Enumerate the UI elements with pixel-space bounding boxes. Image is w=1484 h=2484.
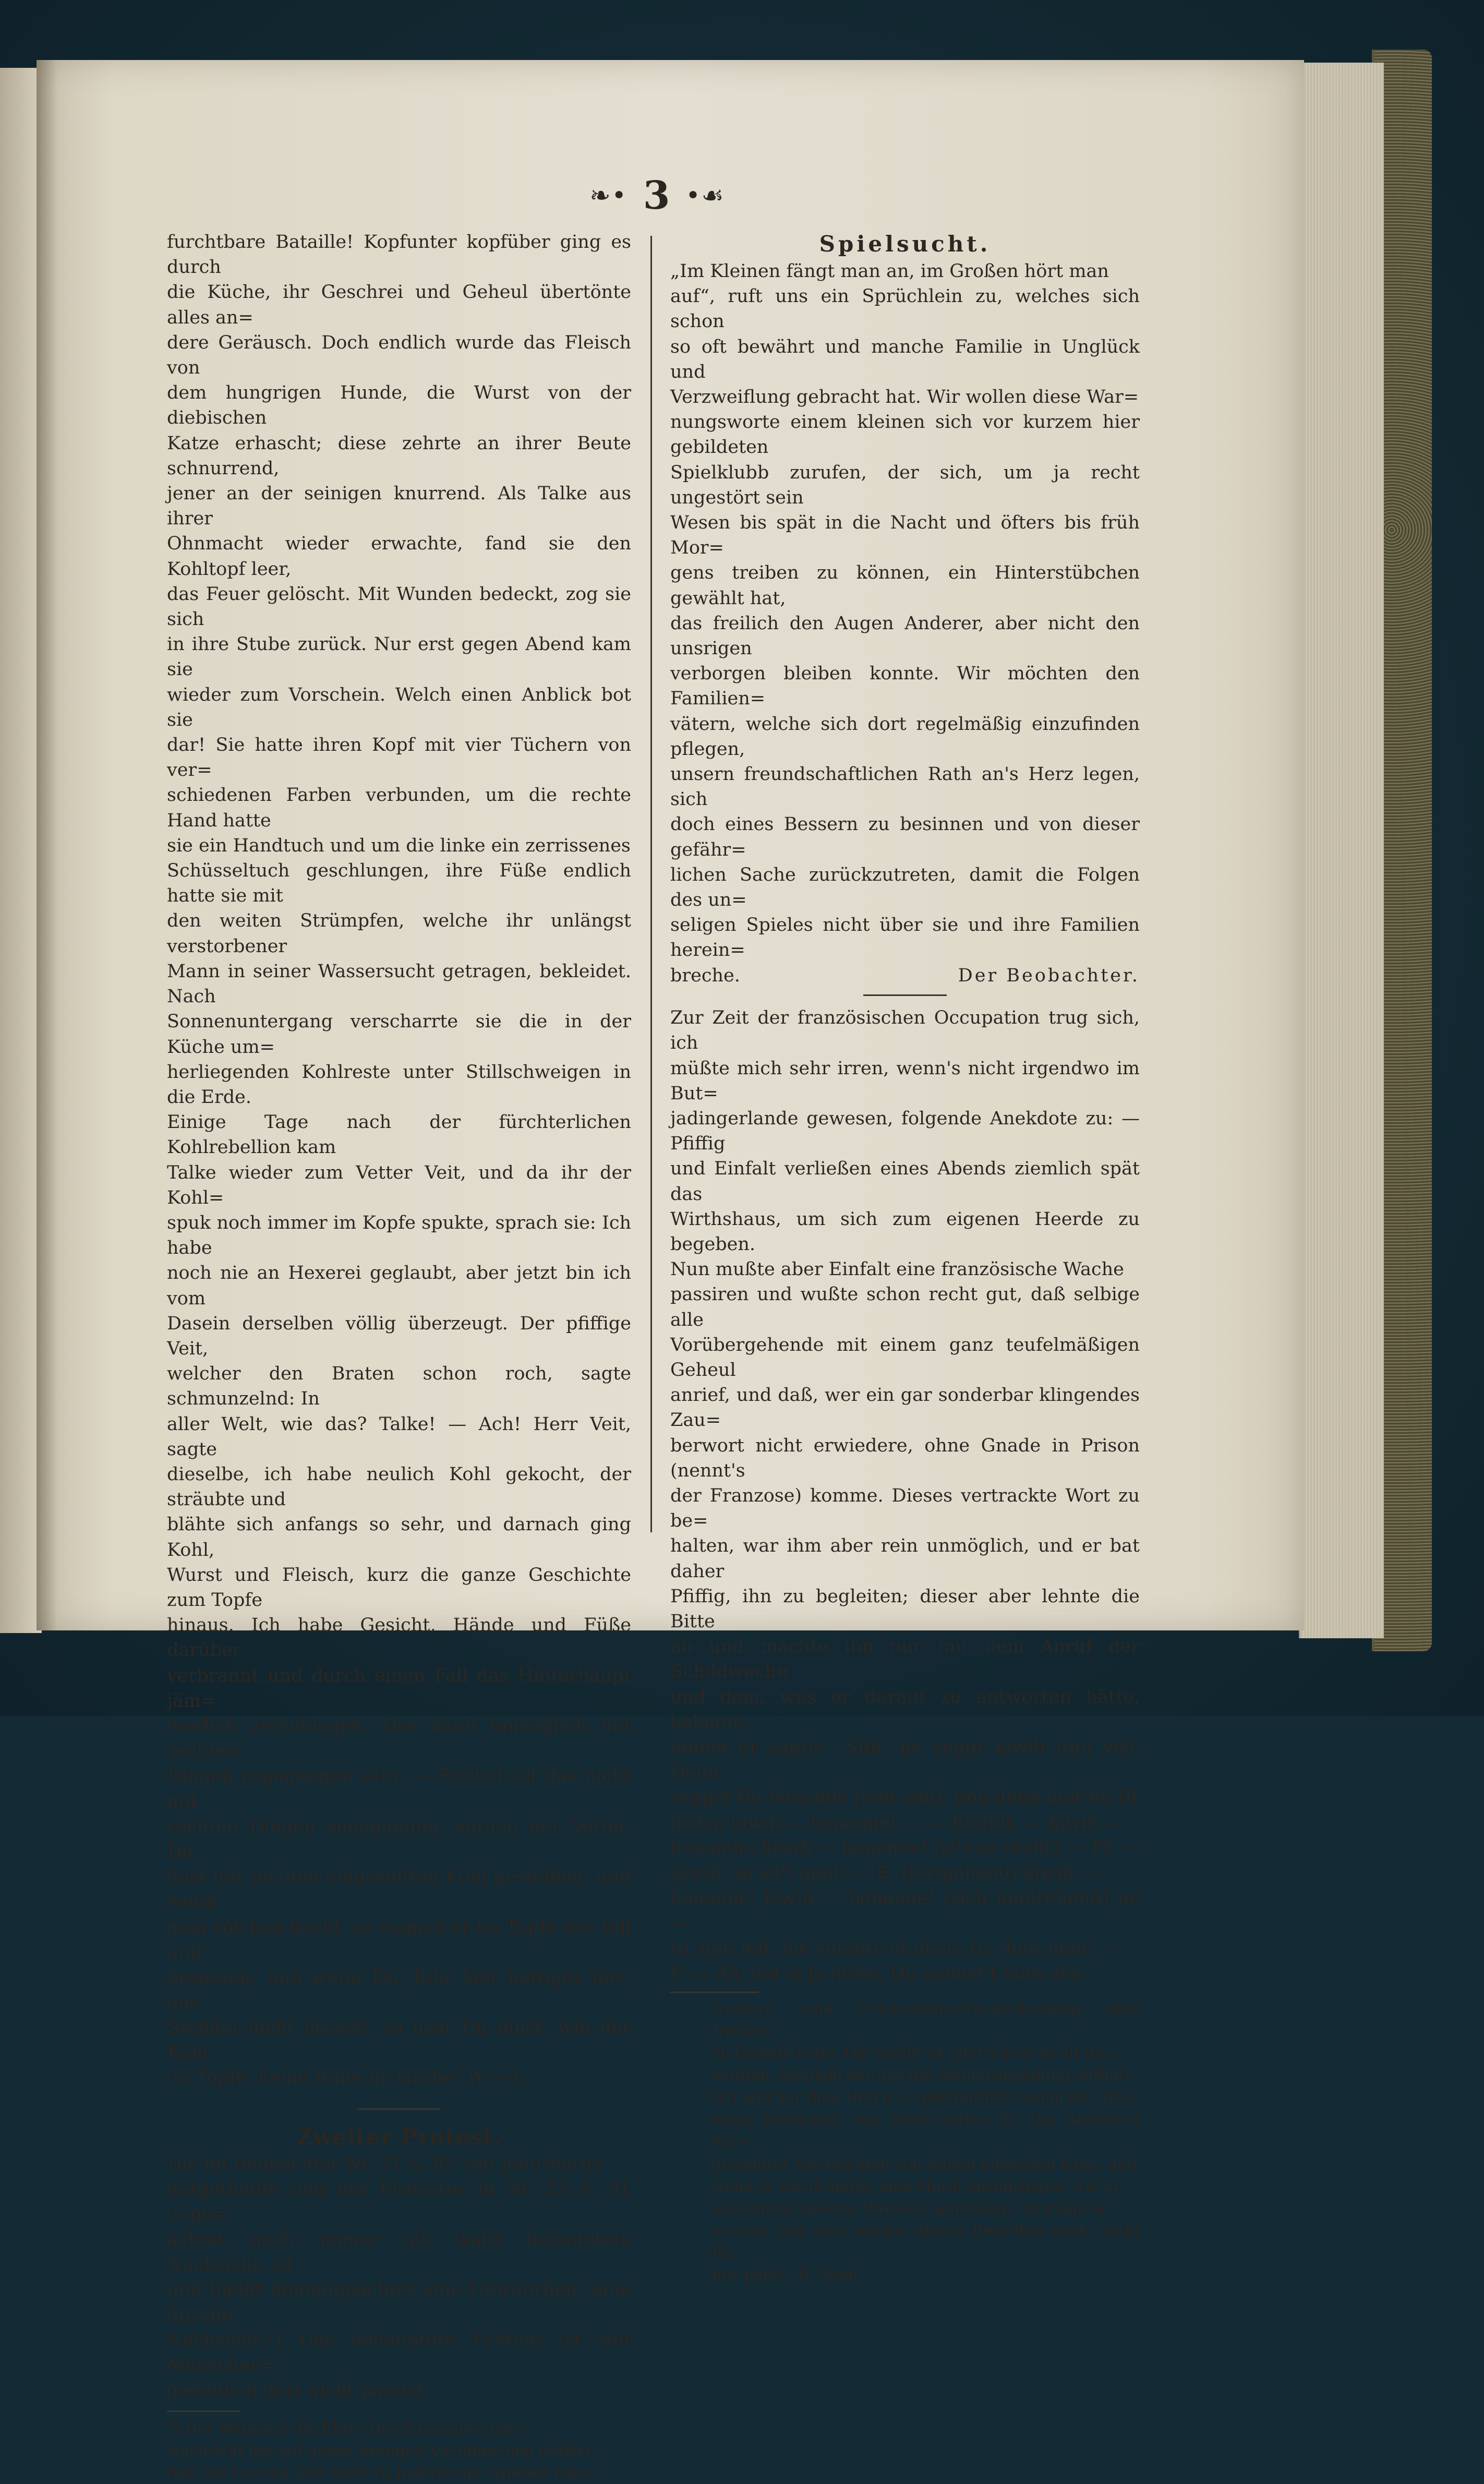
protest-heading: Zweiter Protest. bbox=[296, 2124, 502, 2150]
footnote-rule-right bbox=[670, 1991, 759, 1993]
spielsucht-text: „Im Kleinen fängt man an, im Großen hört man auf“, ruft uns ein Sprüchlein zu, welches sich schon so oft bewährt und manche Familie in Unglück und Verzweiflung gebracht hat. Wir wollen diese War= nungsworte einem kleinen sich vor kurzem hier gebildeten Spielklubb zurufen, der sich, um ja recht ungestört sein Wesen bis spät in die Nacht und öfters bis früh Mor= gens treiben zu können, ein Hinterstübchen gewählt hat, das freilich den Augen Anderer, aber nicht den unsrigen verborgen bleiben konnte. Wir möchten den Familien= vätern, welche sich dort regelmäßig einzufinden pflegen, unsern freundschaftlichen Rath an's Herz legen, sich doch eines Bessern zu besinnen und von dieser gefähr= lichen Sache zurückzutreten, damit die Folgen des un= seligen Spieles nicht über sie und ihre Familien herein= breche. bbox=[670, 261, 1140, 986]
footnote-continuation: sondern eine Ortsnamens=Verwechselung dem Irrthum zu Grunde liege. Die Sache ist jetzt schon zu alt ge= worden, weshalb wir uns der Namensnennung enthal= ten und nur dem Herrn G. gelegentlich bemerken, daß keine Redaktion von Zeitschriften für die Aechtheit ein= gesandter Nachrichten von Außen einstehen kann, und wenn es ihn drängte, eine Moral anzubringen, wie er sie seinem zweiten Proteste angehängt, so möge er wissen, daß eine solche, klaren Begriffen nach, nicht für uns paßte. D. Beob. bbox=[712, 1999, 1140, 2284]
protest-text: Die im Beobachter Nr. 21 S. 85 von Jaderberge mitgetheilte und des Protestes in Nr. 23 S. 91 unge= achtet noch immer als wahr behauptete Nachricht, ist und bleibt demungeachtet eine Unwahrheit, eine falsche Nachricht.*) Das behauptete Faktum ist seit Menschen= gedenken dort nicht passirt. bbox=[167, 2154, 631, 2401]
section-rule bbox=[357, 2108, 441, 2110]
gutter-shadow bbox=[37, 60, 57, 1630]
ornament-right-icon: •☙ bbox=[685, 181, 725, 210]
ornament-left-icon: ❧• bbox=[589, 181, 628, 210]
anecdote-text: Zur Zeit der französischen Occupation trug sich, ich müßte mich sehr irren, wenn's nicht irgendwo im But= jadingerlande gewesen, folgende Anekdote zu: — Pfiffig und Einfalt verließen eines Abends ziemlich spät das Wirthshaus, um sich zum eigenen Heerde zu begeben. Nun mußte aber Einfalt eine französische Wache passiren und wußte schon recht gut, daß selbige alle Vorübergehende mit einem ganz teufelmäßigen Geheul anrief, und daß, wer ein gar sonderbar klingendes Zau= berwort nicht erwiedere, ohne Gnade in Prison (nennt's der Franzose) komme. Dieses vertrackte Wort zu be= halten, war ihm aber rein unmöglich, und er bat daher Pfiffig, ihn zu begleiten; dieser aber lehnte die Bitte ab und machte ihn nur mit dem Anruf der Schildwache und dem, was er darauf zu antworten hätte, bekannt, indem er sagte: „Süh! he seggt kiwih (qui vit). Denn seggst Du bonamie (bon ami), und denn deit he Di nicks; kiwih — bonamie! — — Einfalt. — kiwih — bonamie; kiwih — bonamie! ist's so recht? — Pf. — Jawol, so ist't goot. — E. (fortgehend) kiwih — bonamie; kiwih — bonamie! (sich umdrehend) ne — to, gah mit, ick versäte et doch; to, doht man! — P. — Ah, dat is jo nicks, Du kannst't man den bbox=[670, 1007, 1140, 1984]
page-number: 3 bbox=[643, 173, 670, 218]
left-column bbox=[167, 230, 631, 2484]
column-divider bbox=[650, 236, 652, 1532]
spielsucht-heading: Spielsucht. bbox=[819, 231, 991, 257]
story-continuation-text: furchtbare Bataille! Kopfunter kopfüber ging es durch die Küche, ihr Geschrei und Geheul übertönte alles an= dere Geräusch. Doch endlich wurde das Fleisch von dem hungrigen Hunde, die Wurst von der diebischen Katze erhascht; diese zehrte an ihrer Beute schnurrend, jener an der seinigen knurrend. Als Talke aus ihrer Ohnmacht wieder erwachte, fand sie den Kohltopf leer, das Feuer gelöscht. Mit Wunden bedeckt, zog sie sich in ihre Stube zurück. Nur erst gegen Abend kam sie wieder zum Vorschein. Welch einen Anblick bot sie dar! Sie hatte ihren Kopf mit vier Tüchern von ver= schiedenen Farben verbunden, um die rechte Hand hatte sie ein Handtuch und um die linke ein zerrissenes Schüsseltuch geschlungen, ihre Füße endlich hatte sie mit den weiten Strümpfen, welche ihr unlängst verstorbener Mann in seiner Wassersucht getragen, bekleidet. Nach Sonnenuntergang verscharrte sie die in der Küche um= herliegenden Kohlreste unter Stillschweigen in die Erde. Einige Tage nach der fürchterlichen Kohlrebellion kam Talke wieder zum Vetter Veit, und da ihr der Kohl= spuk noch immer im Kopfe spukte, sprach sie: Ich habe noch nie an Hexerei geglaubt, aber jetzt bin ich vom Dasein derselben völlig überzeugt. Der pfiffige Veit, welcher den Braten schon roch, sagte schmunzelnd: In aller Welt, wie das? Talke! — Ach! Herr Veit, sagte dieselbe, ich habe neulich Kohl gekocht, der sträubte und blähte sich anfangs so sehr, und darnach ging Kohl, Wurst und Fleisch, kurz die ganze Geschichte zum Topfe hinaus. Ich habe Gesicht, Hände und Füße darüber verbrannt und durch einen Fall das Hinterhaupt jäm= merlich zerschlagen. Das kann unmöglich mit rechten Dingen zugegangen sein. — Freilich ist das nicht mit rechten Dingen zugegangen, sprach der Vetter. Du hast mir meinen eingeseiften Kohl gestohlen, und wenn man solchen kocht, so rumort er im Topfe wie toll und besessen; und wenn Du, fuhr Veit heftiger fort, das Stehlen nicht lässest, so hast Du einst, wie der Kohl im Topfe, keine Ruhe im Grabe! W—st. bbox=[167, 232, 631, 2089]
right-column bbox=[670, 230, 1140, 2286]
protest-footnote: *) Der Wahrheit die Ehre! Der Einsender jener Nachricht hat auf unser strenges Nachforschen erklärt, daß das Factum sich nicht zu Jaderberge ergeben habe, bbox=[167, 2419, 596, 2482]
page-stack-edge bbox=[1299, 63, 1384, 1638]
footnote-rule bbox=[167, 2410, 240, 2412]
spielsucht-signature: Der Beobachter. bbox=[958, 965, 1140, 986]
previous-page-edge bbox=[0, 68, 42, 1633]
page-header bbox=[548, 167, 767, 224]
section-rule-right bbox=[863, 994, 947, 996]
